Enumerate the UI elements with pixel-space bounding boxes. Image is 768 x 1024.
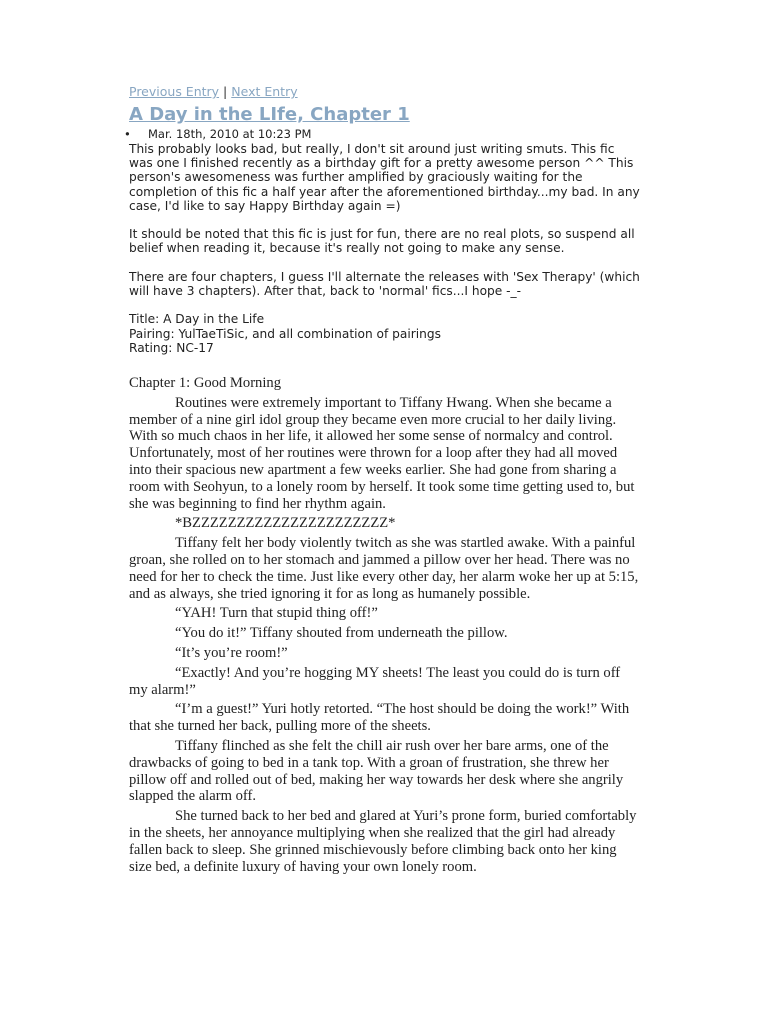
entry-title[interactable]: A Day in the LIfe, Chapter 1 — [129, 104, 410, 125]
fic-info — [129, 312, 641, 355]
story-paragraph: Routines were extremely important to Tiffany Hwang. When she became a member of a nine girl idol group they became even more crucial to her daily living. With so much chaos in her life, it allowed her some sense of normalcy and control. Unfortunately, most of her routines were thrown for a loop after they had all moved into their spacious new apartment a few weeks earlier. She had gone from sharing a room with Seohyun, to a lonely room by herself. It took some time getting used to, but she was beginning to find her rhythm again. — [129, 394, 635, 512]
fic-rating: Rating: NC-17 — [129, 340, 214, 355]
story-paragraph: “I’m a guest!” Yuri hotly retorted. “The host should be doing the work!” With that she turned her back, pulling more of the sheets. — [129, 701, 630, 735]
story-paragraph: “You do it!” Tiffany shouted from underneath the pillow. — [175, 625, 508, 642]
author-note — [129, 142, 641, 355]
bullet-icon: • — [124, 127, 131, 141]
chapter-heading: Chapter 1: Good Morning — [129, 375, 282, 391]
story-paragraph: “Exactly! And you’re hogging MY sheets! The least you could do is turn off my alarm!” — [129, 664, 621, 698]
entry-navigation — [129, 84, 641, 100]
entry-date: Mar. 18th, 2010 at 10:23 PM — [148, 127, 312, 141]
intro-paragraph: There are four chapters, I guess I'll alternate the releases with 'Sex Therapy' (which will have 3 chapters). After that, back to 'normal' fics...I hope -_- — [129, 269, 640, 298]
fic-title: Title: A Day in the Life — [129, 312, 265, 327]
next-entry-link[interactable]: Next Entry — [231, 84, 298, 99]
story-paragraph: “YAH! Turn that stupid thing off!” — [175, 605, 378, 622]
fic-pairing: Pairing: YulTaeTiSic, and all combination of pairings — [129, 326, 441, 341]
story-paragraph: *BZZZZZZZZZZZZZZZZZZZZZZ* — [175, 515, 396, 532]
journal-entry — [124, 84, 641, 878]
entry-date-row — [124, 127, 641, 142]
story-body — [129, 375, 641, 875]
nav-separator: | — [223, 84, 228, 99]
story-paragraph: Tiffany flinched as she felt the chill air rush over her bare arms, one of the drawbacks of going to bed in a tank top. With a groan of frustration, she threw her pillow off and rolled out of bed, making her way towards her desk where she angrily slapped the alarm off. — [129, 737, 624, 805]
story-paragraph: “It’s you’re room!” — [175, 644, 288, 661]
intro-paragraph: This probably looks bad, but really, I don't sit around just writing smuts. This fic was one I finished recently as a birthday gift for a pretty awesome person ^^ This person's awesomeness was further amplified by graciously waiting for the completion of this fic a half year after the aforementioned birthday...my bad. In any case, I'd like to say Happy Birthday again =) — [129, 142, 640, 213]
intro-paragraph: It should be noted that this fic is just for fun, there are no real plots, so suspend all belief when reading it, because it's really not going to make any sense. — [129, 227, 635, 256]
story-paragraph: She turned back to her bed and glared at Yuri’s prone form, buried comfortably in the sheets, her annoyance multiplying when she realized that the girl had already fallen back to sleep. She grinned mischievously before climbing back onto her king size bed, a definite luxury of having your own lonely room. — [129, 808, 637, 875]
previous-entry-link[interactable]: Previous Entry — [129, 84, 220, 99]
story-paragraph: Tiffany felt her body violently twitch as she was startled awake. With a painful groan, she rolled on to her stomach and jammed a pillow over her head. There was no need for her to check the time. Just like every other day, her alarm woke her up at 5:15, and as always, she tried ignoring it for as long as humanely possible. — [129, 535, 639, 602]
